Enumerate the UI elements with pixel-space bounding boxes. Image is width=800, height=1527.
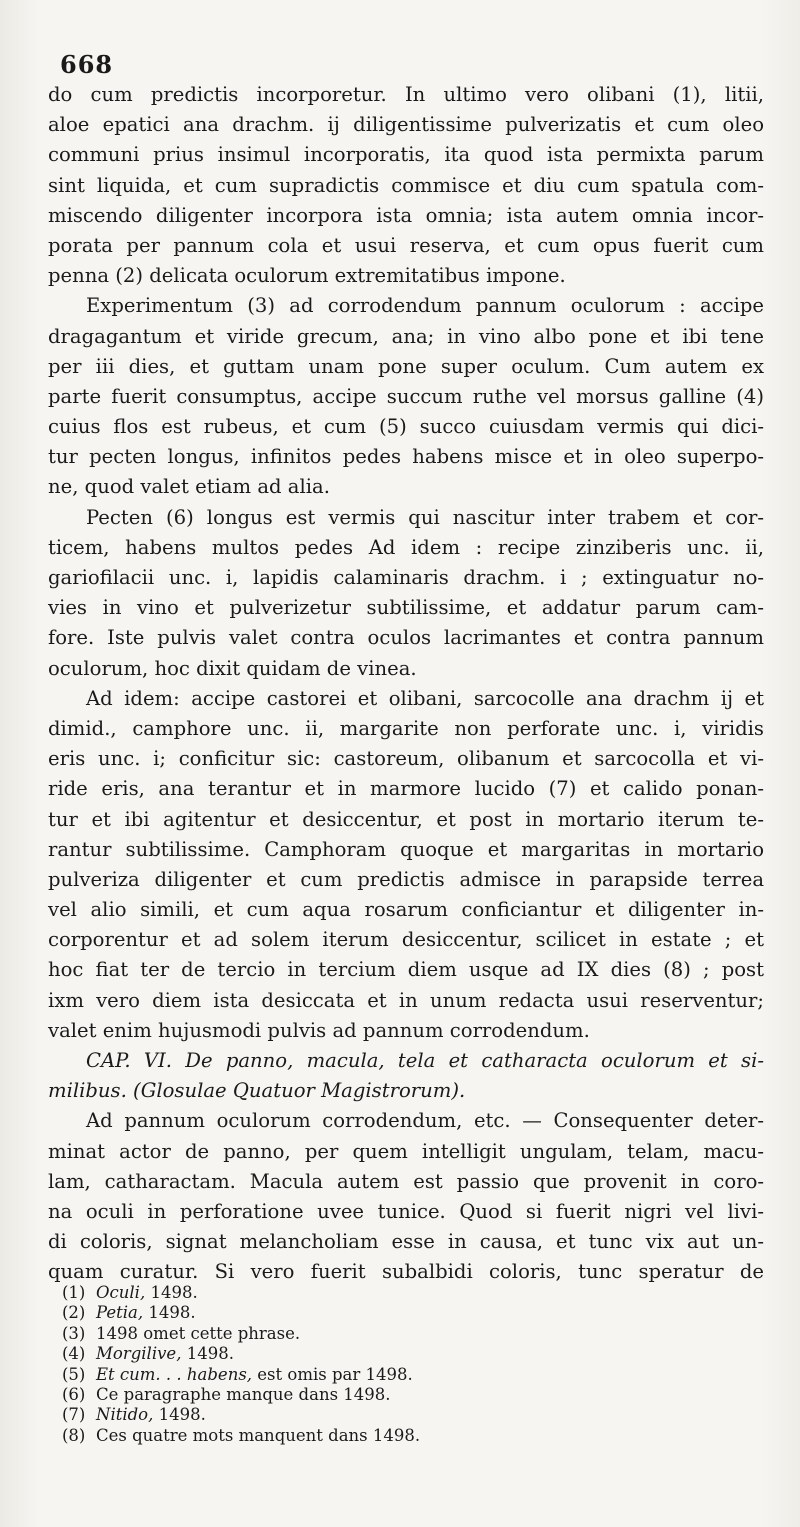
footnote: (4) Morgilive, 1498.	[62, 1344, 234, 1364]
text-line: pulveriza diligenter et cum predictis admisce in parapside terrea	[48, 867, 764, 891]
footnote: (1) Oculi, 1498.	[62, 1283, 198, 1302]
text-line: eris unc. i; conficitur sic: castoreum, olibanum et sarcocolla et vi-	[48, 747, 764, 771]
text-line: di coloris, signat melancholiam esse in causa, et tunc vix aut un-	[48, 1230, 764, 1254]
chapter-heading: CAP. VI. De panno, macula, tela et catharacta oculorum et si-	[86, 1049, 764, 1072]
footnote: (5) Et cum. . . habens, est omis par 1498.	[62, 1364, 413, 1384]
text-line: Ad pannum oculorum corrodendum, etc. — Consequenter deter-	[86, 1109, 764, 1133]
text-line: penna (2) delicata oculorum extremitatibus impone.	[48, 264, 566, 288]
text-line: vies in vino et pulverizetur subtilissime, et addatur parum cam-	[48, 596, 764, 620]
text-line: Ad idem: accipe castorei et olibani, sarcocolle ana drachm ij et	[86, 686, 764, 710]
footnote: (2) Petia, 1498.	[62, 1303, 196, 1323]
text-line: tur et ibi agitentur et desiccentur, et post in mortario iterum te-	[48, 807, 764, 831]
text-line: communi prius insimul incorporatis, ita quod ista permixta parum	[48, 143, 764, 167]
text-line: ne, quod valet etiam ad alia.	[48, 475, 330, 499]
text-line: corporentur et ad solem iterum desiccentur, scilicet in estate ; et	[48, 928, 764, 952]
text-line: do cum predictis incorporetur. In ultimo vero olibani (1), litii,	[48, 83, 764, 106]
footnote: (7) Nitido, 1498.	[62, 1405, 206, 1425]
text-line: dimid., camphore unc. ii, margarite non perforate unc. i, viridis	[48, 716, 764, 740]
text-line: gariofilacii unc. i, lapidis calaminaris drachm. i ; extinguatur no-	[48, 566, 764, 589]
footnote: (3) 1498 omet cette phrase.	[62, 1323, 301, 1343]
text-line: dragagantum et viride grecum, ana; in vino albo pone et ibi tene	[48, 324, 764, 348]
text-line: minat actor de panno, per quem intelligit ungulam, telam, macu-	[48, 1139, 764, 1163]
text-line: oculorum, hoc dixit quidam de vinea.	[48, 656, 417, 680]
text-line: Experimentum (3) ad corrodendum pannum oculorum : accipe	[86, 294, 764, 318]
text-line: lam, catharactam. Macula autem est passio que provenit in coro-	[48, 1169, 764, 1193]
body-text	[48, 80, 764, 1288]
text-line: na oculi in perforatione uvee tunice. Quod si fuerit nigri vel livi-	[48, 1199, 764, 1223]
footnotes	[62, 1283, 562, 1446]
text-line: sint liquida, et cum supradictis commisce et diu cum spatula com-	[48, 173, 764, 197]
text-line: ride eris, ana terantur et in marmore lucido (7) et calido ponan-	[48, 777, 764, 801]
text-line: fore. Iste pulvis valet contra oculos lacrimantes et contra pannum	[48, 626, 764, 650]
text-line: porata per pannum cola et usui reserva, et cum opus fuerit cum	[48, 233, 764, 257]
text-line: vel alio simili, et cum aqua rosarum conficiantur et diligenter in-	[48, 898, 764, 922]
text-line: cuius flos est rubeus, et cum (5) succo cuiusdam vermis qui dici-	[48, 415, 764, 439]
text-line: rantur subtilissime. Camphoram quoque et margaritas in mortario	[48, 837, 764, 861]
text-line: parte fuerit consumptus, accipe succum ruthe vel morsus galline (4)	[48, 384, 764, 408]
text-line: tur pecten longus, infinitos pedes habens misce et in oleo superpo-	[48, 445, 764, 469]
text-line: aloe epatici ana drachm. ij diligentissime pulverizatis et cum oleo	[48, 113, 764, 137]
text-line: quam curatur. Si vero fuerit subalbidi coloris, tunc speratur de	[48, 1260, 764, 1284]
text-line: ixm vero diem ista desiccata et in unum redacta usui reserventur;	[48, 988, 764, 1012]
chapter-heading: milibus. (Glosulae Quatuor Magistrorum).	[48, 1079, 466, 1103]
text-line: Pecten (6) longus est vermis qui nascitur inter trabem et cor-	[86, 505, 764, 529]
page-number: 668	[60, 50, 114, 79]
text-line: ticem, habens multos pedes Ad idem : recipe zinziberis unc. ii,	[48, 535, 764, 559]
footnote: (8) Ces quatre mots manquent dans 1498.	[62, 1425, 421, 1445]
text-line: per iii dies, et guttam unam pone super oculum. Cum autem ex	[48, 354, 764, 378]
footnote: (6) Ce paragraphe manque dans 1498.	[62, 1384, 391, 1404]
text-line: valet enim hujusmodi pulvis ad pannum corrodendum.	[48, 1018, 590, 1042]
text-line: miscendo diligenter incorpora ista omnia; ista autem omnia incor-	[48, 203, 764, 227]
text-line: hoc fiat ter de tercio in tercium diem usque ad IX dies (8) ; post	[48, 958, 764, 982]
